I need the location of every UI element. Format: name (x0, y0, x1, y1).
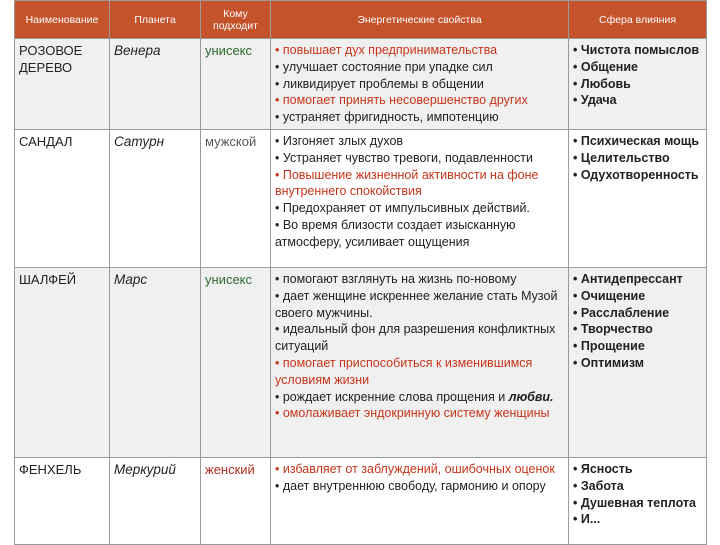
property-item: • идеальный фон для разрешения конфликтных ситуаций (275, 322, 556, 354)
properties-cell (271, 39, 569, 130)
property-item: • дает внутреннюю свободу, гармонию и опору (275, 478, 546, 493)
property-item: • Предохраняет от импульсивных действий. (275, 201, 530, 216)
planet-cell: Венера (110, 39, 201, 130)
sphere-item: • Любовь (573, 76, 631, 91)
header-who: Кому подходит (201, 1, 271, 39)
property-item: • дает женщине искреннее желание стать Музой своего мужчины. (275, 288, 558, 320)
sphere-item: • Забота (573, 478, 624, 493)
planet-cell: Сатурн (110, 130, 201, 268)
sphere-item: • И... (573, 512, 601, 527)
properties-cell (271, 458, 569, 545)
property-item: • помогают взглянуть на жизнь по-новому (275, 272, 517, 286)
suits-cell: унисекс (201, 39, 271, 130)
property-item: • омолаживает эндокринную систему женщины (275, 406, 550, 421)
sphere-cell (569, 458, 707, 545)
property-item: • помогает принять несовершенство других (275, 93, 528, 108)
sphere-item: • Антидепрессант (573, 272, 683, 286)
sphere-cell (569, 39, 707, 130)
header-name: Наименование (15, 1, 110, 39)
properties-cell (271, 130, 569, 268)
sphere-item: • Ясность (573, 462, 633, 476)
suits-cell: мужской (201, 130, 271, 268)
suits-cell: женский (201, 458, 271, 545)
table-row (15, 268, 707, 458)
oil-name: РОЗОВОЕ ДЕРЕВО (15, 39, 110, 130)
sphere-item: • Целительство (573, 150, 670, 165)
property-item: • Повышение жизненной активности на фоне внутреннего спокойствия (275, 167, 539, 199)
sphere-cell (569, 268, 707, 458)
property-item: • Изгоняет злых духов (275, 134, 404, 148)
sphere-cell (569, 130, 707, 268)
sphere-item: • Оптимизм (573, 355, 645, 370)
sphere-item: • Одухотворенность (573, 167, 699, 182)
property-item: • ликвидирует проблемы в общении (275, 76, 484, 91)
header-sphere: Сфера влияния (569, 1, 707, 39)
header-row (15, 1, 707, 39)
property-item: • рождает искренние слова прощения и любви. (275, 389, 554, 404)
header-props: Энергетические свойства (271, 1, 569, 39)
sphere-item: • Прощение (573, 339, 645, 354)
sphere-item: • Душевная теплота (573, 495, 696, 510)
oil-name: САНДАЛ (15, 130, 110, 268)
property-item: • улучшает состояние при упадке сил (275, 59, 493, 74)
property-item: • помогает приспособиться к изменившимся условиям жизни (275, 355, 533, 387)
header-planet: Планета (110, 1, 201, 39)
property-item: • Устраняет чувство тревоги, подавленности (275, 150, 533, 165)
oil-name: ФЕНХЕЛЬ (15, 458, 110, 545)
property-emphasis: любви. (508, 389, 554, 404)
sphere-item: • Расслабление (573, 305, 670, 320)
oil-name: ШАЛФЕЙ (15, 268, 110, 458)
property-item: • Во время близости создает изысканную атмосферу, усиливает ощущения (275, 217, 516, 249)
table-row (15, 458, 707, 545)
planet-cell: Меркурий (110, 458, 201, 545)
property-item: • повышает дух предпринимательства (275, 43, 498, 57)
sphere-item: • Психическая мощь (573, 134, 700, 148)
sphere-item: • Очищение (573, 288, 646, 303)
sphere-item: • Чистота помыслов (573, 43, 700, 57)
sphere-item: • Удача (573, 93, 617, 108)
property-item: • устраняет фригидность, импотенцию (275, 110, 499, 125)
sphere-item: • Творчество (573, 322, 653, 337)
suits-cell: унисекс (201, 268, 271, 458)
sphere-item: • Общение (573, 59, 638, 74)
property-item: • избавляет от заблуждений, ошибочных оценок (275, 462, 555, 476)
table-row (15, 130, 707, 268)
table-row (15, 39, 707, 130)
properties-cell (271, 268, 569, 458)
aroma-table (14, 0, 707, 545)
planet-cell: Марс (110, 268, 201, 458)
